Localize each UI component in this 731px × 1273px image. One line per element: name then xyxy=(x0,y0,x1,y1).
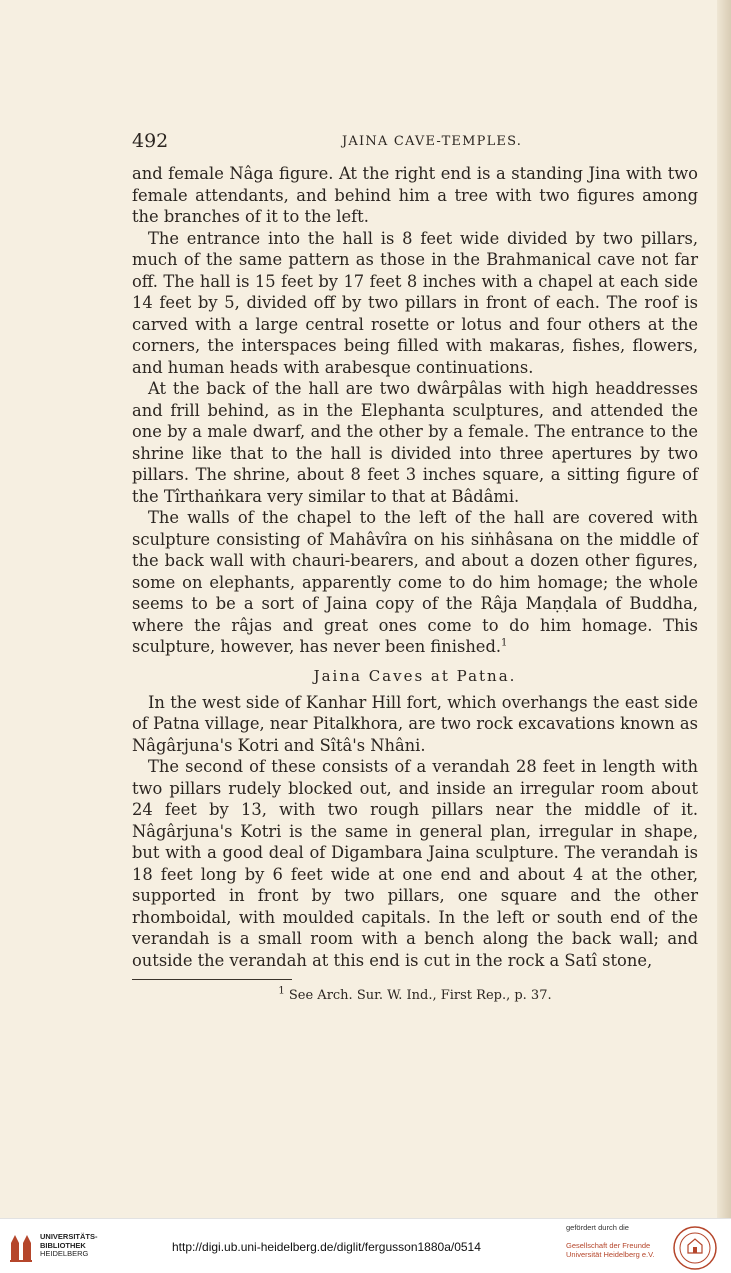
footnote xyxy=(132,985,698,1003)
university-line: HEIDELBERG xyxy=(40,1249,89,1258)
footnote-rule xyxy=(132,979,292,980)
footnote-marker: 1 xyxy=(501,637,508,649)
page-content xyxy=(132,126,698,1003)
page-number: 492 xyxy=(132,130,169,152)
university-line: UNIVERSITÄTS- xyxy=(40,1232,98,1241)
permalink-url[interactable]: http://digi.ub.uni-heidelberg.de/diglit/fergusson1880a/0514 xyxy=(172,1240,481,1254)
university-line: BIBLIOTHEK xyxy=(40,1240,86,1250)
paragraph: and female Nâga figure. At the right end is a standing Jina with two female attendants, and behind him a tree with two figures among the branches of it to the left. xyxy=(132,164,698,226)
running-title: JAINA CAVE-TEMPLES. xyxy=(342,134,523,149)
seal-icon xyxy=(672,1225,718,1271)
paragraph: In the west side of Kanhar Hill fort, which overhangs the east side of Patna village, near Pitalkhora, are two rock excavations known as Nâgârjuna's Kotri and Sîtâ's Nhâni. xyxy=(132,692,698,755)
section-heading: Jaina Caves at Patna. xyxy=(313,666,517,685)
university-name xyxy=(40,1233,98,1259)
paragraph: The second of these consists of a verandah 28 feet in length with two pillars rudely blocked out, and inside an irregular room about 24 feet by 13, with two rough pillars near the middle of it. Nâgârjuna's Kotri is the same in general plan, irregular in shape, but with a good deal of Digambara Jaina sculpture. The verandah is 18 feet long by 6 feet wide at one end and about 4 at the other, supported in front by two pillars, one square and the other rhomboidal, with moulded capitals. In the left or south end of the verandah is a small room with a bench along the back wall; and outside the verandah at this end is cut in the rock a Satî stone, xyxy=(132,757,698,970)
footnote-text: See Arch. Sur. W. Ind., First Rep., p. 37. xyxy=(288,988,552,1003)
paragraph xyxy=(132,507,698,658)
footnote-number: 1 xyxy=(278,985,285,997)
sponsor-line: Universität Heidelberg e.V. xyxy=(566,1250,655,1259)
sponsor-line: Gesellschaft der Freunde xyxy=(566,1241,651,1250)
library-footer xyxy=(0,1218,731,1273)
sponsor-label: gefördert durch die xyxy=(566,1223,629,1232)
paragraph: At the back of the hall are two dwârpâlas with high headdresses and frill behind, as in the Elephanta sculptures, and attended the one by a male dwarf, and the other by a female. The entrance to the shrine like that to the hall is divided into three apertures by two pillars. The shrine, about 8 feet 3 inches square, a sitting figure of the Tîrthaṅkara very similar to that at Bâdâmi. xyxy=(132,379,698,506)
sponsor-name xyxy=(566,1241,655,1259)
university-logo-icon xyxy=(8,1231,34,1263)
page-edge xyxy=(717,0,731,1218)
page-header xyxy=(132,126,698,154)
paragraph: The entrance into the hall is 8 feet wide divided by two pillars, much of the same pattern as those in the Brahmanical cave not far off. The hall is 15 feet by 17 feet 8 inches with a chapel at each side 14 feet by 5, divided off by two pillars in front of each. The roof is carved with a large central rosette or lotus and four others at the corners, the interspaces being filled with makaras, fishes, flowers, and human heads with arabesque continuations. xyxy=(132,228,698,377)
paragraph-text: The walls of the chapel to the left of the hall are covered with sculpture consisting of Mahâvîra on his siṅhâsana on the middle of the back wall with chauri-bearers, and about a dozen other figures, some on elephants, apparently come to do him homage; the whole seems to be a sort of Jaina copy of the Râja Maṇḍala of Buddha, where the râjas and great ones come to do him homage. This sculpture, however, has never been finished. xyxy=(132,508,698,656)
